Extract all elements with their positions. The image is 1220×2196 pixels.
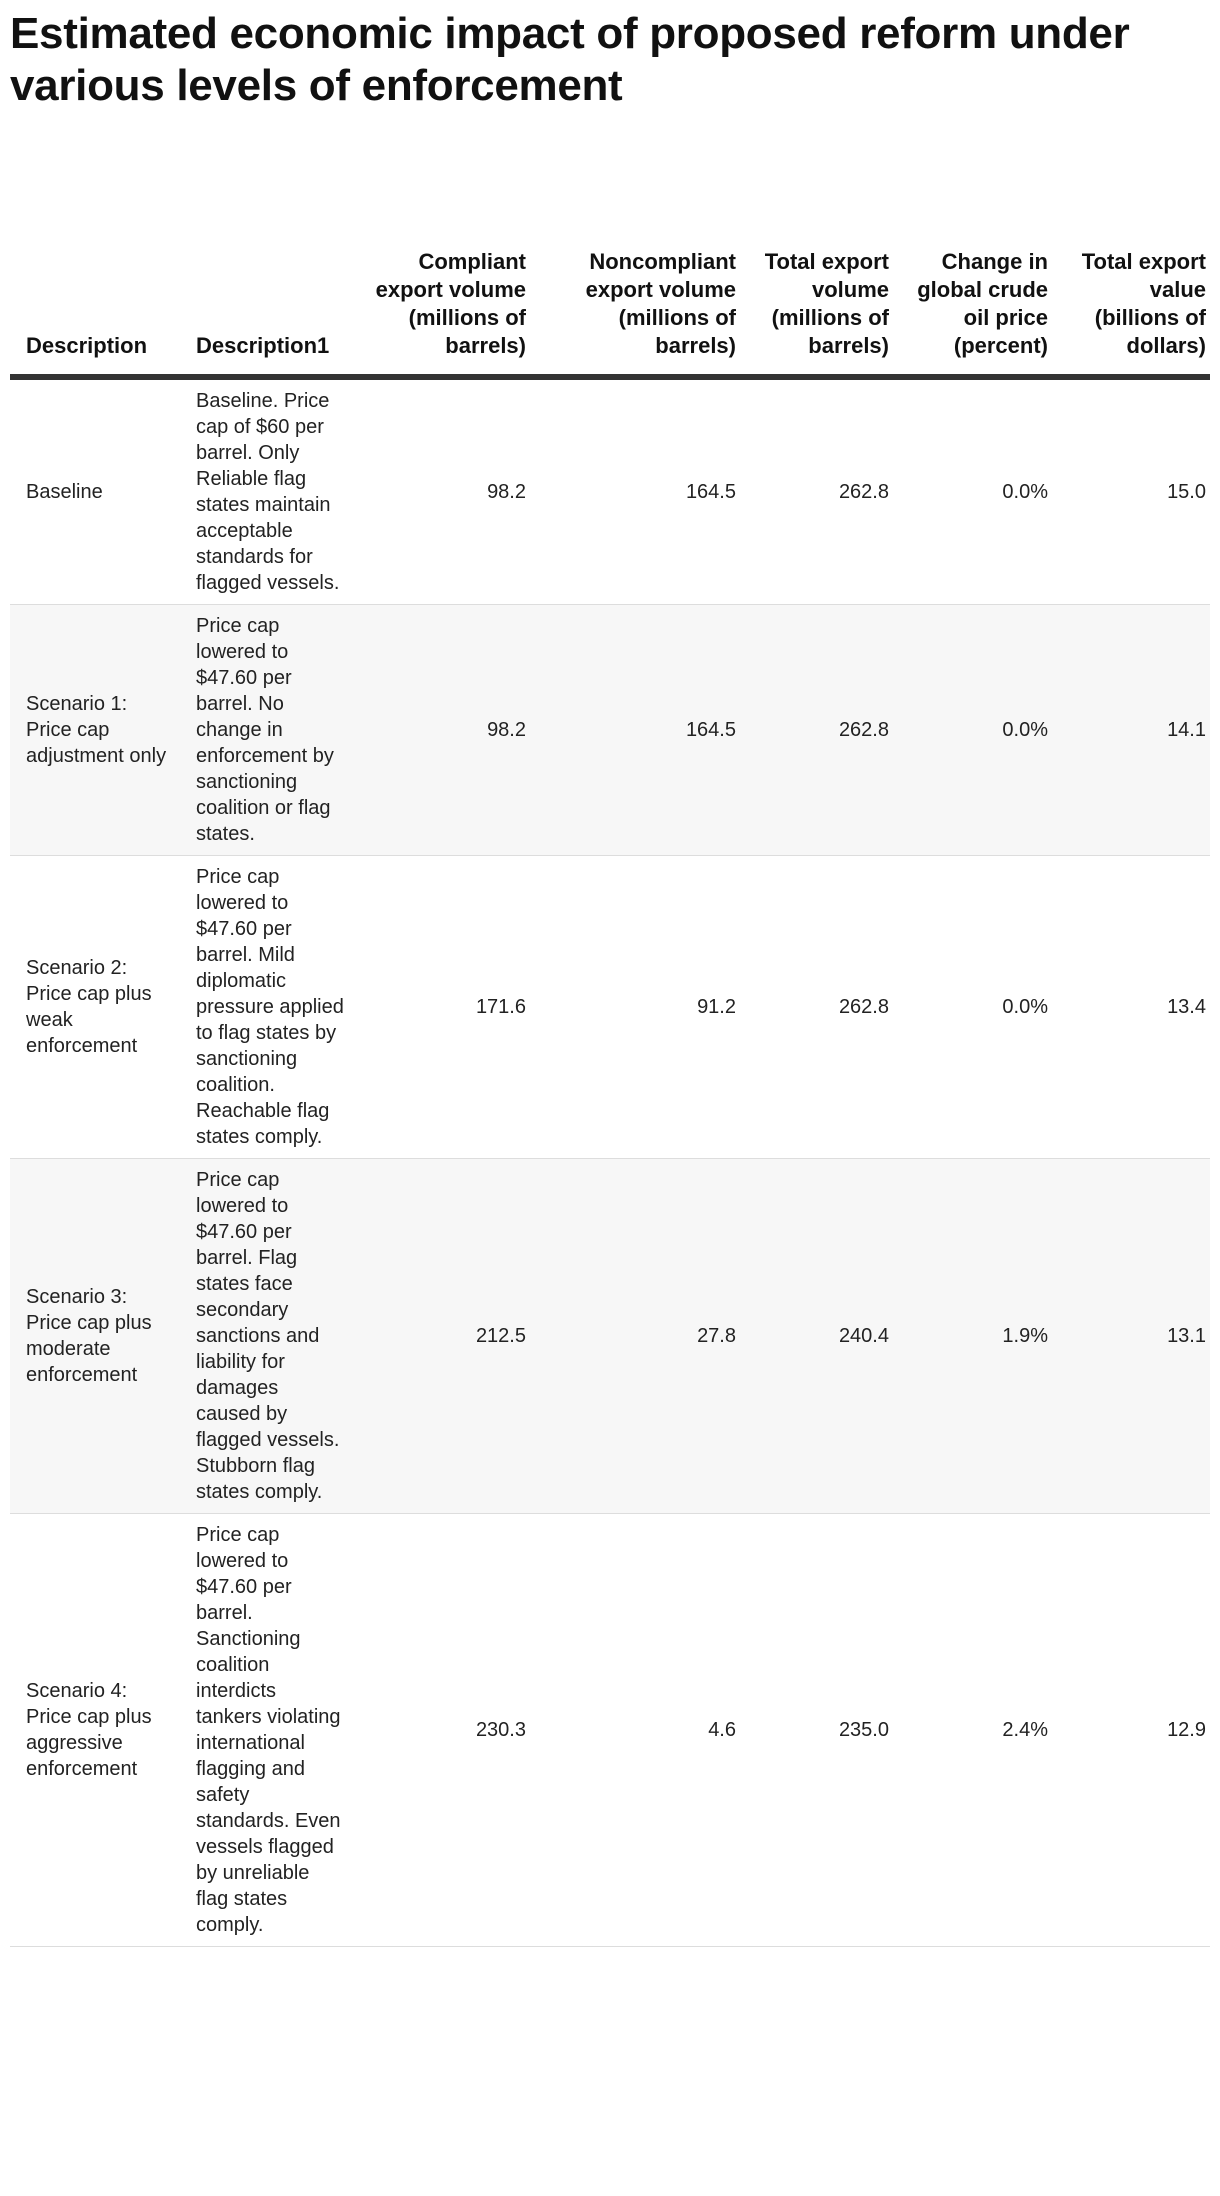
cell-price-change: 2.4% bbox=[893, 1514, 1052, 1947]
cell-total-volume: 235.0 bbox=[740, 1514, 893, 1947]
cell-price-change: 0.0% bbox=[893, 377, 1052, 605]
cell-description: Scenario 3: Price cap plus moderate enforcement bbox=[10, 1159, 180, 1514]
cell-description1: Price cap lowered to $47.60 per barrel. Mild diplomatic pressure applied to flag states by sanctioning coalition. Reachable flag states comply. bbox=[180, 856, 350, 1159]
cell-total-value: 12.9 bbox=[1052, 1514, 1210, 1947]
cell-total-value: 15.0 bbox=[1052, 377, 1210, 605]
cell-total-volume: 262.8 bbox=[740, 605, 893, 856]
cell-noncompliant-volume: 164.5 bbox=[530, 377, 740, 605]
table-row bbox=[10, 605, 1210, 856]
table-row bbox=[10, 377, 1210, 605]
cell-total-value: 13.1 bbox=[1052, 1159, 1210, 1514]
cell-price-change: 1.9% bbox=[893, 1159, 1052, 1514]
table-row bbox=[10, 856, 1210, 1159]
cell-description1: Price cap lowered to $47.60 per barrel. No change in enforcement by sanctioning coalition or flag states. bbox=[180, 605, 350, 856]
table-row bbox=[10, 1159, 1210, 1514]
cell-noncompliant-volume: 164.5 bbox=[530, 605, 740, 856]
cell-total-volume: 240.4 bbox=[740, 1159, 893, 1514]
cell-noncompliant-volume: 4.6 bbox=[530, 1514, 740, 1947]
chart-title: Estimated economic impact of proposed reform under various levels of enforcement bbox=[10, 9, 1130, 110]
cell-description1: Baseline. Price cap of $60 per barrel. Only Reliable flag states maintain acceptable standards for flagged vessels. bbox=[180, 377, 350, 605]
cell-description1: Price cap lowered to $47.60 per barrel. Sanctioning coalition interdicts tankers violating international flagging and safety standards. Even vessels flagged by unreliable flag states comply. bbox=[180, 1514, 350, 1947]
column-header-noncompliant-volume[interactable]: Noncompliant export volume (millions of barrels) bbox=[530, 248, 740, 377]
cell-compliant-volume: 98.2 bbox=[350, 377, 530, 605]
table-row bbox=[10, 1514, 1210, 1947]
column-header-compliant-volume[interactable]: Compliant export volume (millions of barrels) bbox=[350, 248, 530, 377]
cell-description1: Price cap lowered to $47.60 per barrel. Flag states face secondary sanctions and liability for damages caused by flagged vessels. Stubborn flag states comply. bbox=[180, 1159, 350, 1514]
cell-total-value: 14.1 bbox=[1052, 605, 1210, 856]
cell-price-change: 0.0% bbox=[893, 856, 1052, 1159]
column-header-price-change[interactable]: Change in global crude oil price (percent) bbox=[893, 248, 1052, 377]
cell-noncompliant-volume: 27.8 bbox=[530, 1159, 740, 1514]
cell-compliant-volume: 171.6 bbox=[350, 856, 530, 1159]
cell-description: Baseline bbox=[10, 377, 180, 605]
impact-table bbox=[10, 248, 1210, 1947]
column-header-total-volume[interactable]: Total export volume (millions of barrels) bbox=[740, 248, 893, 377]
table-header-row bbox=[10, 248, 1210, 377]
cell-compliant-volume: 212.5 bbox=[350, 1159, 530, 1514]
cell-noncompliant-volume: 91.2 bbox=[530, 856, 740, 1159]
cell-total-value: 13.4 bbox=[1052, 856, 1210, 1159]
column-header-description1[interactable]: Description1 bbox=[180, 248, 350, 377]
cell-description: Scenario 1: Price cap adjustment only bbox=[10, 605, 180, 856]
cell-total-volume: 262.8 bbox=[740, 856, 893, 1159]
cell-compliant-volume: 98.2 bbox=[350, 605, 530, 856]
cell-description: Scenario 2: Price cap plus weak enforcement bbox=[10, 856, 180, 1159]
column-header-description[interactable]: Description bbox=[10, 248, 180, 377]
cell-price-change: 0.0% bbox=[893, 605, 1052, 856]
cell-description: Scenario 4: Price cap plus aggressive enforcement bbox=[10, 1514, 180, 1947]
cell-compliant-volume: 230.3 bbox=[350, 1514, 530, 1947]
cell-total-volume: 262.8 bbox=[740, 377, 893, 605]
column-header-total-value[interactable]: Total export value (billions of dollars) bbox=[1052, 248, 1210, 377]
